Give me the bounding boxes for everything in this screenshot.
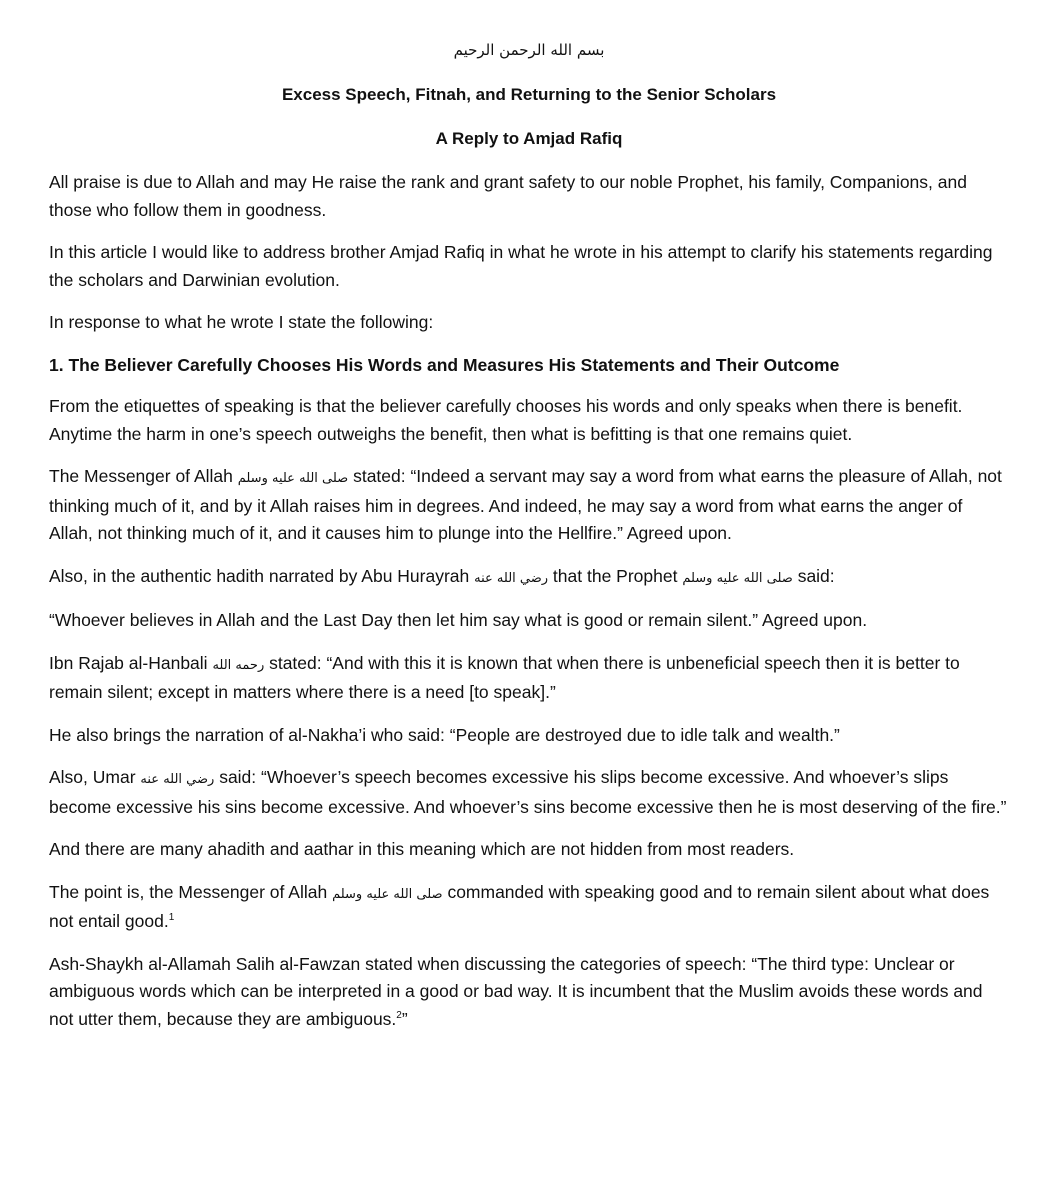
arabic-honorific: صلى الله عليه وسلم [237,471,349,486]
paragraph-text: Also, in the authentic hadith narrated by Abu Hurayrah [49,565,475,586]
fawzan-paragraph [49,951,1009,1034]
ibn-rajab-paragraph [49,650,1009,707]
paragraph-text: commanded with speaking good and to remain silent about what does not entail good. [49,881,990,931]
arabic-honorific: رضي الله عنه [140,772,215,787]
intro-paragraph-1: All praise is due to Allah and may He raise the rank and grant safety to our noble Prophet, his family, Companions, and those who follow them in goodness. [49,172,967,220]
paragraph-text: Also, Umar [49,767,141,787]
umar-paragraph [49,764,1009,821]
footnote-marker-2[interactable]: 2 [396,1009,402,1021]
arabic-honorific: صلى الله عليه وسلم [682,570,793,586]
paragraph-text: stated: “Indeed a servant may say a word from what earns the pleasure of Allah, not thinking much of it, and by it Allah raises him in degrees. And indeed, he may say a word from what earns the anger of Allah, not thinking much of it, and it causes him to plunge into the Hellfire.” Agreed upon. [49,466,1002,543]
ahadith-paragraph: And there are many ahadith and aathar in this meaning which are not hidden from most readers. [49,839,795,859]
footnote-marker-1[interactable]: 1 [168,912,175,924]
paragraph-text: The Messenger of Allah [49,466,238,486]
arabic-honorific: صلى الله عليه وسلم [332,886,443,902]
paragraph-text: stated: “And with this it is known that when there is unbeneficial speech then it is better to remain silent; except in matters where there is a need [to speak].” [49,652,960,702]
basmala: بسم الله الرحمن الرحيم [453,41,605,59]
document-title: Excess Speech, Fitnah, and Returning to the Senior Scholars [281,85,777,104]
arabic-honorific: رحمه الله [212,657,265,673]
paragraph-text: that the Prophet [548,565,683,586]
whoever-believes-quote: “Whoever believes in Allah and the Last Day then let him say what is good or remain silent.” Agreed upon. [49,610,868,630]
intro-paragraph-3: In response to what he wrote I state the following: [49,312,434,332]
abu-hurayrah-paragraph [49,563,1009,593]
paragraph-text: said: [792,565,835,586]
point-paragraph [49,879,1009,936]
paragraph-text: said: “Whoever’s speech becomes excessive his slips become excessive. And whoever’s slips become excessive his sins become excessive. And whoever’s sins become excessive then he is most deserving of the fire.” [49,767,1007,817]
etiquettes-paragraph: From the etiquettes of speaking is that the believer carefully chooses his words and only speaks when there is benefit. Anytime the harm in one’s speech outweighs the benefit, then what is befitting is that one remains quiet. [49,396,963,444]
arabic-honorific: رضي الله عنه [474,570,549,586]
intro-paragraph-2: In this article I would like to address brother Amjad Rafiq in what he wrote in his attempt to clarify his statements regarding the scholars and Darwinian evolution. [49,242,993,290]
paragraph-text: Ash-Shaykh al-Allamah Salih al-Fawzan stated when discussing the categories of speech: “The third type: Unclear or ambiguous words which can be interpreted in a good or bad way. It is incumbent that the Muslim avoids these words and not utter them, because they are ambiguous. [49,953,983,1029]
section-1-heading: 1. The Believer Carefully Chooses His Words and Measures His Statements and Their Outcome [49,354,840,375]
paragraph-text: Ibn Rajab al-Hanbali [49,652,213,673]
messenger-hadith-paragraph [49,463,1009,548]
nakhai-paragraph: He also brings the narration of al-Nakha’i who said: “People are destroyed due to idle talk and wealth.” [49,724,840,745]
closing-quote: ” [401,1008,408,1029]
document-body [49,38,1009,1048]
paragraph-text: The point is, the Messenger of Allah [49,881,333,902]
document-subtitle: A Reply to Amjad Rafiq [435,129,623,148]
